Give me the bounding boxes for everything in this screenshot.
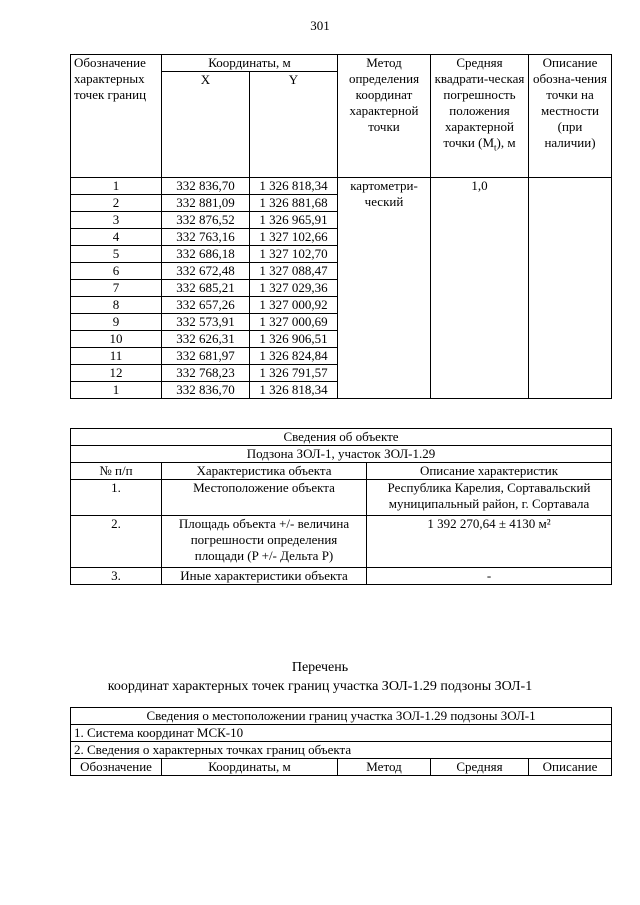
coord-y: 1 326 818,34 <box>250 178 338 195</box>
header-accuracy: Средняя квадрати-ческая погрешность положения характерной точки $(M_t)$, м <box>431 55 529 178</box>
point-number: 1 <box>71 178 162 195</box>
object-info-table <box>70 428 612 585</box>
loc-header-coordinates: Координаты, м <box>162 759 338 776</box>
coordinate-system-row: 1. Система координат МСК-10 <box>71 725 612 742</box>
coord-x: 332 626,31 <box>162 331 250 348</box>
header-designation: Обозначение характерных точек границ <box>71 55 162 178</box>
point-number: 6 <box>71 263 162 280</box>
location-table <box>70 707 612 776</box>
coordinate-row <box>71 178 612 195</box>
coordinates-table <box>70 54 612 399</box>
point-number: 8 <box>71 297 162 314</box>
object-row-num: 3. <box>71 568 162 585</box>
header-char-description: Описание характеристик <box>367 463 612 480</box>
coord-y: 1 327 029,36 <box>250 280 338 297</box>
point-number: 5 <box>71 246 162 263</box>
perechen-title: Перечень <box>291 660 349 675</box>
coord-y: 1 326 906,51 <box>250 331 338 348</box>
point-number: 2 <box>71 195 162 212</box>
point-number: 7 <box>71 280 162 297</box>
header-y: Y <box>250 72 338 178</box>
object-row-characteristic: Иные характеристики объекта <box>162 568 367 585</box>
coord-y: 1 327 000,92 <box>250 297 338 314</box>
coord-y: 1 327 000,69 <box>250 314 338 331</box>
header-x: X <box>162 72 250 178</box>
object-row-num: 2. <box>71 516 162 568</box>
points-info-row: 2. Сведения о характерных точках границ объекта <box>71 742 612 759</box>
coord-y: 1 326 818,34 <box>250 382 338 399</box>
coord-x: 332 763,16 <box>162 229 250 246</box>
coord-y: 1 326 824,84 <box>250 348 338 365</box>
description-value <box>529 178 612 399</box>
point-number: 3 <box>71 212 162 229</box>
coord-x: 332 836,70 <box>162 178 250 195</box>
loc-header-accuracy: Средняя <box>431 759 529 776</box>
point-number: 10 <box>71 331 162 348</box>
point-number: 9 <box>71 314 162 331</box>
point-number: 1 <box>71 382 162 399</box>
point-number: 12 <box>71 365 162 382</box>
loc-header-description: Описание <box>529 759 612 776</box>
object-row-description: - <box>367 568 612 585</box>
coord-x: 332 836,70 <box>162 382 250 399</box>
coord-y: 1 327 102,70 <box>250 246 338 263</box>
loc-header-designation: Обозначение <box>71 759 162 776</box>
object-row-description: 1 392 270,64 ± 4130 м² <box>367 516 612 568</box>
location-table-title: Сведения о местоположении границ участка ЗОЛ-1.29 подзоны ЗОЛ-1 <box>71 708 612 725</box>
object-row-description: Республика Карелия, Сортавальский муниципальный район, г. Сортавала <box>367 480 612 516</box>
coord-y: 1 327 088,47 <box>250 263 338 280</box>
coord-x: 332 681,97 <box>162 348 250 365</box>
perechen-subtitle: координат характерных точек границ участка ЗОЛ-1.29 подзоны ЗОЛ-1 <box>107 679 533 694</box>
coord-x: 332 686,18 <box>162 246 250 263</box>
coordinates-rows <box>71 178 612 399</box>
header-coordinates: Координаты, м <box>162 55 338 72</box>
coord-y: 1 326 881,68 <box>250 195 338 212</box>
coord-x: 332 685,21 <box>162 280 250 297</box>
accuracy-value: 1,0 <box>431 178 529 399</box>
method-value: картометри-ческий <box>338 178 431 399</box>
object-table-subtitle: Подзона ЗОЛ-1, участок ЗОЛ-1.29 <box>71 446 612 463</box>
coord-y: 1 326 791,57 <box>250 365 338 382</box>
header-num: № п/п <box>71 463 162 480</box>
object-table-title: Сведения об объекте <box>71 429 612 446</box>
coord-x: 332 881,09 <box>162 195 250 212</box>
point-number: 11 <box>71 348 162 365</box>
header-description: Описание обозна-чения точки на местности (при наличии) <box>529 55 612 178</box>
coord-y: 1 327 102,66 <box>250 229 338 246</box>
object-row-characteristic: Площадь объекта +/- величина погрешности определения площади (P +/- Дельта P) <box>162 516 367 568</box>
point-number: 4 <box>71 229 162 246</box>
object-row-characteristic: Местоположение объекта <box>162 480 367 516</box>
object-row-num: 1. <box>71 480 162 516</box>
coord-x: 332 657,26 <box>162 297 250 314</box>
header-characteristic: Характеристика объекта <box>162 463 367 480</box>
page-number: 301 <box>310 18 330 33</box>
coord-x: 332 573,91 <box>162 314 250 331</box>
loc-header-method: Метод <box>338 759 431 776</box>
coord-x: 332 876,52 <box>162 212 250 229</box>
perechen-heading <box>0 658 640 696</box>
coord-y: 1 326 965,91 <box>250 212 338 229</box>
coord-x: 332 672,48 <box>162 263 250 280</box>
header-method: Метод определения координат характерной точки <box>338 55 431 178</box>
coord-x: 332 768,23 <box>162 365 250 382</box>
